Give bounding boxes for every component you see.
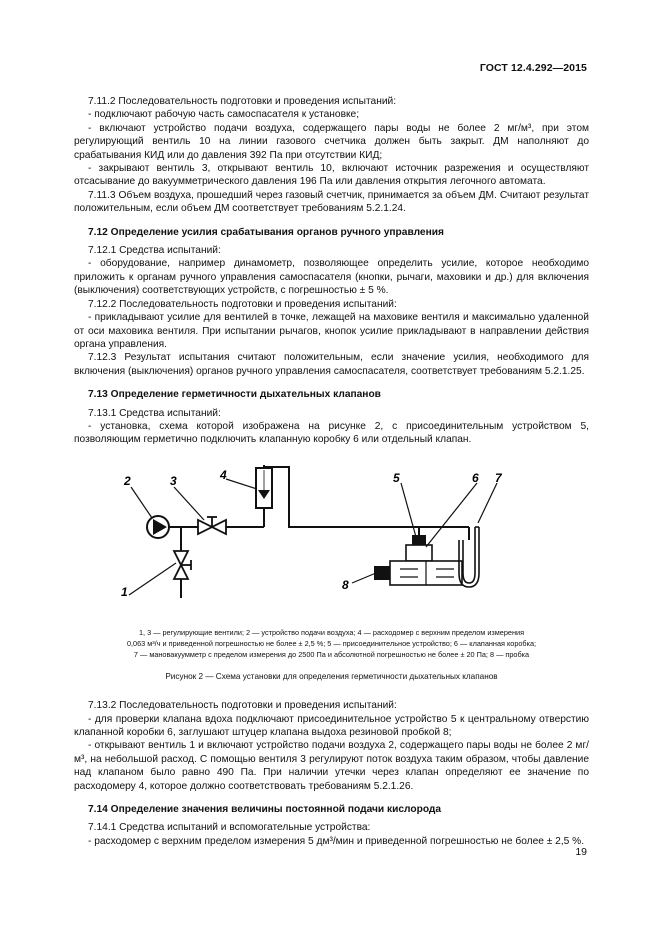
section-heading-7-14: 7.14 Определение значения величины постоянной подачи кислорода xyxy=(88,804,442,815)
document-header: ГОСТ 12.4.292—2015 xyxy=(479,62,587,74)
paragraph: 7.12.2 Последовательность подготовки и проведения испытаний: xyxy=(88,298,397,310)
valve-1 xyxy=(174,551,191,579)
document-body xyxy=(74,95,589,848)
paragraph: - подключают рабочую часть самоспасателя к установке; xyxy=(88,109,360,121)
paragraph: 7.11.2 Последовательность подготовки и проведения испытаний: xyxy=(88,96,397,107)
paragraph: - расходомер с верхним пределом измерения 5 дм³/мин и приведенной погрешностью не более ± 2,5 %. xyxy=(88,835,585,847)
paragraph: - закрывают вентиль 3, открывают вентиль 10, включают источник разрежения и осуществляют отсасывание до вакуумметрического давления 196 Па или давления открытия легочного автомата. xyxy=(74,163,589,188)
figure-caption: Рисунок 2 — Схема установки для определения герметичности дыхательных клапанов xyxy=(165,671,498,681)
paragraph: 7.14.1 Средства испытаний и вспомогательные устройства: xyxy=(88,822,371,834)
label-1: 1 xyxy=(121,584,128,599)
schematic-drawing xyxy=(74,465,589,613)
legend-line: 1, 3 — регулирующие вентили; 2 — устройство подачи воздуха; 4 — расходомер с верхним пределом измерения xyxy=(138,627,525,637)
figure-legend xyxy=(74,627,589,660)
paragraph: - открывают вентиль 1 и включают устройство подачи воздуха 2, содержащего пары воды не более 2 мг/м³, на небольшой расход. С помощью вентиля 3 регулируют поток воздуха таким образом, чтобы давление над клапаном было равно 490 Па. При наличии утечки через клапан определяют ее значение по расходомеру 4, которое должно соответствовать требованиям 5.2.1.26. xyxy=(74,740,589,792)
paragraph: - для проверки клапана вдоха подключают присоединительное устройство 5 к центральному отверстию клапанной коробки 6, заглушают штуцер клапана выдоха резиновой пробкой 8; xyxy=(74,713,589,738)
paragraph: 7.11.3 Объем воздуха, прошедший через газовый счетчик, принимается за объем ДМ. Считают результат положительным, если объем ДМ соответствует требованиям 5.2.1.24. xyxy=(74,189,589,215)
paragraph: 7.12.3 Результат испытания считают положительным, если значение усилия, необходимого для включения (выключения) органов ручного управления самоспасателя, соответствует требованиям 5.2.1.25. xyxy=(74,352,589,377)
paragraph: - включают устройство подачи воздуха, содержащего пары воды не более 2 мг/м³, при этом регулирующий вентиль 10 на линии газового счетчика должен быть закрыт. ДМ наполняют до срабатывания КИД или до давления 392 Па при отсутствии КИД; xyxy=(74,122,589,161)
flowmeter xyxy=(256,468,272,508)
paragraph: 7.12.1 Средства испытаний: xyxy=(88,245,221,257)
label-6: 6 xyxy=(472,470,479,485)
label-8: 8 xyxy=(342,577,349,592)
air-supply-pump xyxy=(147,516,169,538)
label-5: 5 xyxy=(393,470,400,485)
paragraph: - оборудование, например динамометр, позволяющее определить усилие, которое необходимо приложить к органам ручного управления самоспасателя (кнопки, рычаги, маховики и др.) для включения (выключения) соответствующих устройств, с погрешностью ± 5 %. xyxy=(74,258,589,297)
figure-2-schematic xyxy=(74,465,589,613)
paragraph: 7.13.2 Последовательность подготовки и проведения испытаний: xyxy=(88,700,397,712)
legend-line: 7 — мановакуумметр с пределом измерения до 2500 Па и абсолютной погрешностью не более ± 20 Па; 8 — пробка xyxy=(133,649,530,659)
valve-box-assembly xyxy=(374,535,462,585)
paragraph: 7.13.1 Средства испытаний: xyxy=(88,407,221,419)
section-heading-7-13: 7.13 Определение герметичности дыхательных клапанов xyxy=(88,389,381,401)
label-3: 3 xyxy=(170,473,177,488)
legend-line: 0,063 м³/ч и приведенной погрешностью не более ± 2,5 %; 5 — присоединительное устройство; 6 — клапанная коробка; xyxy=(126,638,537,648)
valve-3 xyxy=(198,517,226,534)
page-number: 19 xyxy=(575,846,587,858)
section-heading-7-12: 7.12 Определение усилия срабатывания органов ручного управления xyxy=(88,226,444,238)
paragraph: - прикладывают усилие для вентилей в точке, лежащей на маховике вентиля и максимально удаленной от оси маховика вентиля. При испытании рычагов, кнопок усилие прикладывают в направлении действия органа управления. xyxy=(74,312,589,350)
paragraph: - установка, схема которой изображена на рисунке 2, с присоединительным устройством 5, позволяющим герметично подключить клапанную коробку 6 или отдельный клапан. xyxy=(74,420,589,446)
label-7: 7 xyxy=(495,470,502,485)
label-4: 4 xyxy=(220,467,227,482)
label-2: 2 xyxy=(124,473,131,488)
